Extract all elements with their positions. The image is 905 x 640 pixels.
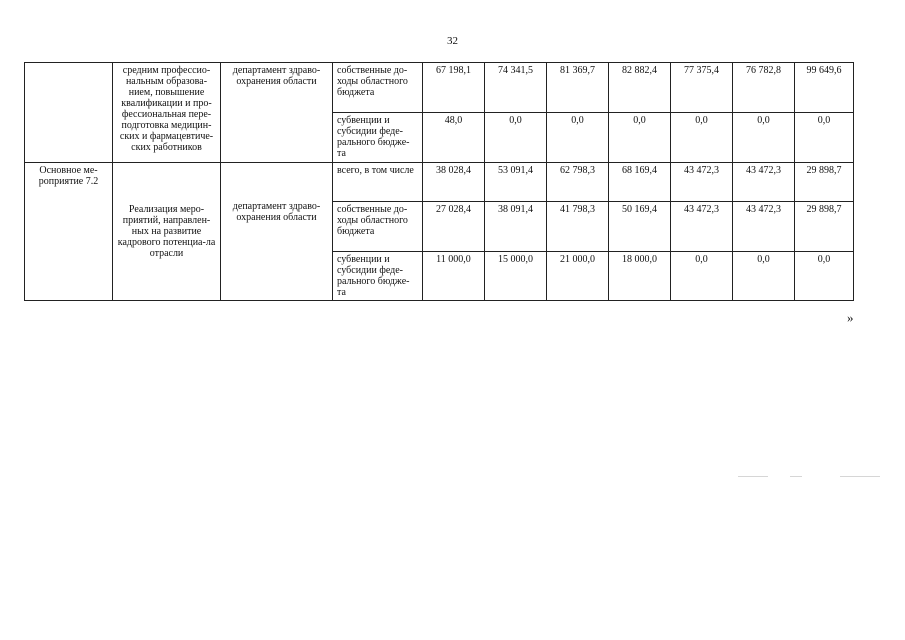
value-cell: 53 091,4 (485, 163, 547, 202)
value-cell: 0,0 (485, 113, 547, 163)
value-cell: 43 472,3 (671, 202, 733, 252)
value-cell: 67 198,1 (423, 63, 485, 113)
responsible-department: департамент здраво-охранения области (221, 163, 333, 301)
value-cell: 81 369,7 (547, 63, 609, 113)
value-cell: 41 798,3 (547, 202, 609, 252)
value-cell: 0,0 (733, 113, 795, 163)
value-cell: 38 091,4 (485, 202, 547, 252)
funding-source: собственные до-ходы областного бюджета (333, 63, 423, 113)
value-cell: 29 898,7 (795, 163, 854, 202)
value-cell: 99 649,6 (795, 63, 854, 113)
value-cell: 27 028,4 (423, 202, 485, 252)
responsible-department: департамент здраво-охранения области (221, 63, 333, 163)
scan-artifact (840, 476, 880, 477)
page-number: 32 (447, 35, 458, 47)
main-event-label: Основное ме-роприятие 7.2 (25, 163, 113, 301)
value-cell: 74 341,5 (485, 63, 547, 113)
scan-artifact (790, 476, 802, 477)
value-cell: 15 000,0 (485, 252, 547, 301)
closing-quote: » (847, 310, 854, 325)
value-cell: 43 472,3 (733, 163, 795, 202)
value-cell: 0,0 (795, 252, 854, 301)
event-description: средним профессио-нальным образова-нием, повышение квалификации и про-фессиональная пере-подготовка медицин-ских и фармацевтиче-ских работников (113, 63, 221, 163)
value-cell: 77 375,4 (671, 63, 733, 113)
value-cell: 43 472,3 (671, 163, 733, 202)
funding-source: всего, в том числе (333, 163, 423, 202)
main-event-label (25, 63, 113, 163)
table-row (25, 163, 854, 202)
value-cell: 50 169,4 (609, 202, 671, 252)
scan-artifact (738, 476, 768, 477)
value-cell: 0,0 (795, 113, 854, 163)
value-cell: 48,0 (423, 113, 485, 163)
table-row (25, 63, 854, 113)
budget-table (24, 62, 854, 301)
event-description: Реализация меро-приятий, направлен-ных на развитие кадрового потенциа-ла отрасли (113, 163, 221, 301)
value-cell: 0,0 (671, 252, 733, 301)
value-cell: 18 000,0 (609, 252, 671, 301)
value-cell: 11 000,0 (423, 252, 485, 301)
value-cell: 68 169,4 (609, 163, 671, 202)
value-cell: 38 028,4 (423, 163, 485, 202)
value-cell: 0,0 (733, 252, 795, 301)
value-cell: 43 472,3 (733, 202, 795, 252)
value-cell: 0,0 (547, 113, 609, 163)
value-cell: 29 898,7 (795, 202, 854, 252)
value-cell: 62 798,3 (547, 163, 609, 202)
value-cell: 21 000,0 (547, 252, 609, 301)
value-cell: 0,0 (609, 113, 671, 163)
funding-source: собственные до-ходы областного бюджета (333, 202, 423, 252)
funding-source: субвенции и субсидии феде-рального бюдже-та (333, 252, 423, 301)
value-cell: 76 782,8 (733, 63, 795, 113)
value-cell: 0,0 (671, 113, 733, 163)
funding-source: субвенции и субсидии феде-рального бюдже-та (333, 113, 423, 163)
value-cell: 82 882,4 (609, 63, 671, 113)
